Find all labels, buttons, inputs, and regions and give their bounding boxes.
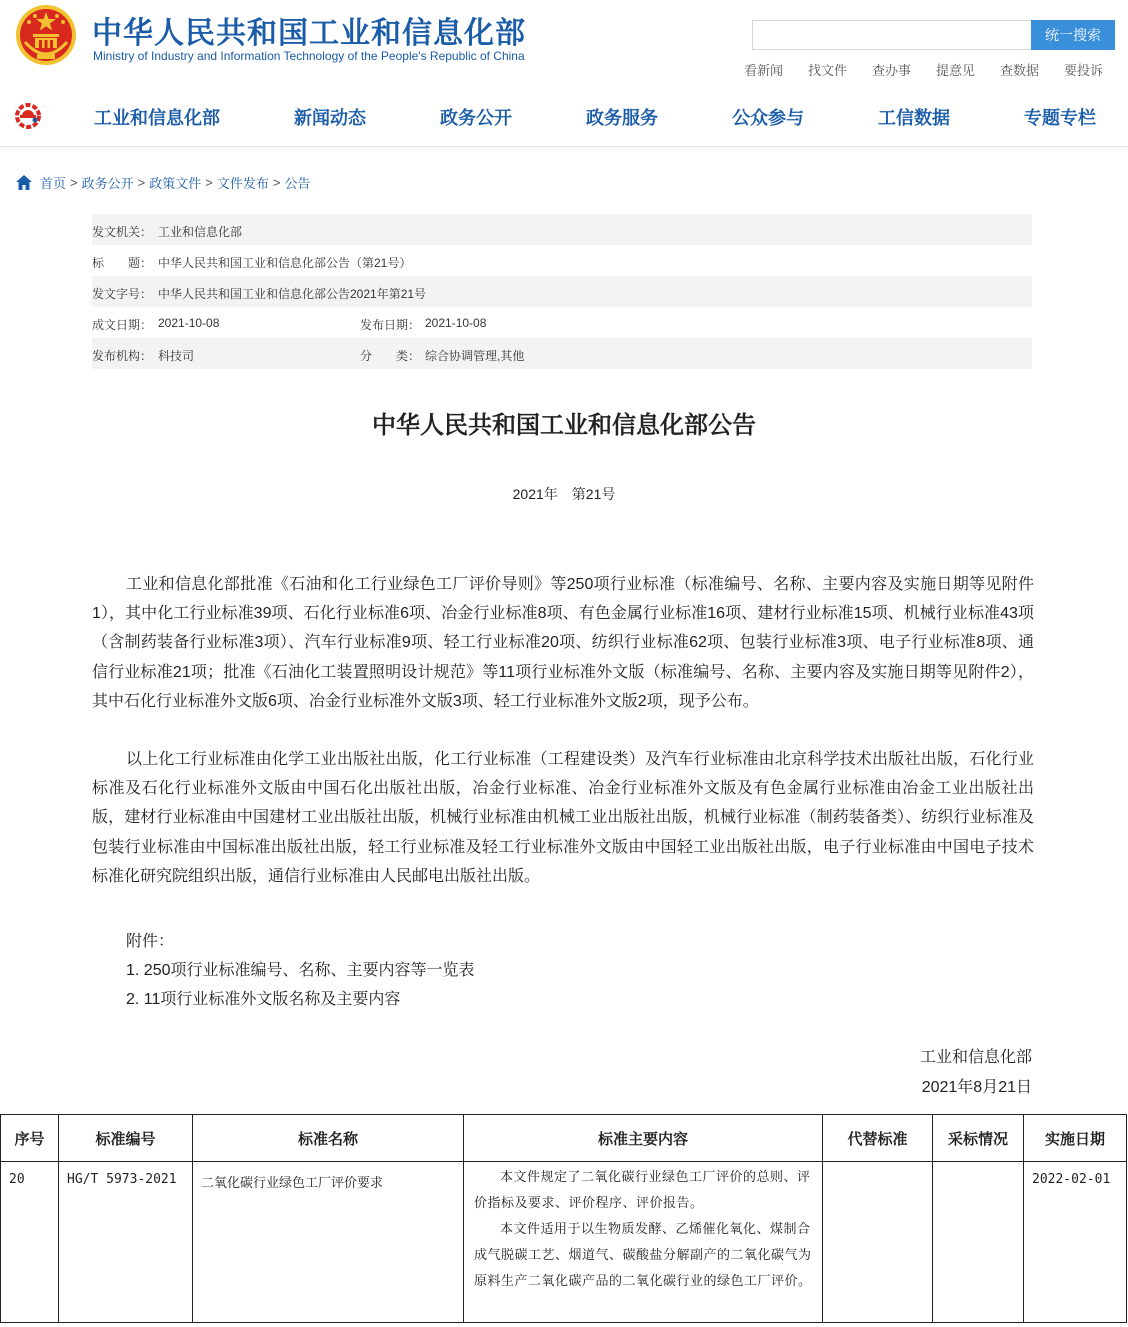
nav-item-public-participation[interactable]: 公众参与 bbox=[732, 108, 804, 128]
cell-content-paragraph-2: 本文件适用于以生物质发酵、乙烯催化氧化、煤制合成气脱碳工艺、烟道气、碳酸盐分解副产的二氧化碳气为原料生产二氧化碳产品的二氧化碳行业的绿色工厂评价。 bbox=[474, 1222, 812, 1289]
document-meta bbox=[92, 214, 1032, 369]
document-title: 中华人民共和国工业和信息化部公告 bbox=[372, 412, 756, 439]
cell-date-text: 2022-02-01 bbox=[1032, 1172, 1111, 1187]
breadcrumb-separator: > bbox=[70, 175, 78, 190]
col-header-date: 实施日期 bbox=[1024, 1115, 1127, 1162]
cell-code-text: HG/T 5973-2021 bbox=[67, 1172, 177, 1187]
standards-table bbox=[0, 1114, 1127, 1323]
col-header-code: 标准编号 bbox=[59, 1115, 193, 1162]
cell-code bbox=[59, 1162, 193, 1323]
breadcrumb bbox=[16, 173, 310, 192]
cell-no bbox=[1, 1162, 59, 1323]
attachment-link-1[interactable]: 1. 250项行业标准编号、名称、主要内容等一览表 bbox=[126, 962, 475, 979]
cell-replaces bbox=[823, 1162, 933, 1323]
meta-category-label: 分 类： bbox=[360, 349, 421, 363]
attachments-label: 附件： bbox=[126, 933, 175, 950]
quick-link-data[interactable]: 查数据 bbox=[1000, 63, 1040, 78]
nav-item-ministry[interactable]: 工业和信息化部 bbox=[94, 108, 220, 128]
cell-name bbox=[193, 1162, 464, 1323]
nav-item-data[interactable]: 工信数据 bbox=[878, 108, 950, 128]
cell-content-wrap bbox=[464, 1162, 822, 1295]
document-paragraph-1: 工业和信息化部批准《石油和化工行业绿色工厂评价导则》等250项行业标准（标准编号、名称、主要内容及实施日期等见附件1），其中化工行业标准39项、石化行业标准6项、冶金行业标准8项、有色金属行业标准16项、建材行业标准15项、机械行业标准43项（含制药装备行业标准3项）、汽车行业标准9项、轻工行业标准20项、纺织行业标准62项、包装行业标准3项、电子行业标准8项、通信行业标准21项；批准《石油化工装置照明设计规范》等11项行业标准外文版（标准编号、名称、主要内容及实施日期等见附件2），其中石化行业标准外文版6项、冶金行业标准外文版3项、轻工行业标准外文版2项，现予公布。 bbox=[92, 576, 1034, 710]
meta-org-label: 发布机构： bbox=[92, 349, 153, 363]
col-header-adoption: 采标情况 bbox=[933, 1115, 1024, 1162]
meta-row-doc-no bbox=[92, 276, 1032, 307]
quick-link-feedback[interactable]: 提意见 bbox=[936, 63, 976, 78]
quick-link-complaint[interactable]: 要投诉 bbox=[1064, 63, 1104, 78]
site-header bbox=[0, 0, 1128, 86]
col-header-name: 标准名称 bbox=[193, 1115, 464, 1162]
meta-publish-date-label: 发布日期： bbox=[360, 318, 421, 332]
breadcrumb-gov-affairs[interactable]: 政务公开 bbox=[81, 176, 134, 191]
col-header-content: 标准主要内容 bbox=[464, 1115, 823, 1162]
cell-no-text: 20 bbox=[9, 1172, 25, 1187]
document-number: 2021年 第21号 bbox=[512, 486, 616, 502]
breadcrumb-home[interactable]: 首页 bbox=[40, 176, 67, 191]
meta-row-org bbox=[92, 338, 1032, 369]
ministry-logo-icon[interactable] bbox=[14, 102, 42, 130]
cell-adoption bbox=[933, 1162, 1024, 1323]
table-header-row bbox=[1, 1115, 1127, 1162]
table-row bbox=[1, 1162, 1127, 1323]
nav-item-gov-services[interactable]: 政务服务 bbox=[586, 108, 658, 128]
site-subtitle: Ministry of Industry and Information Technology of the People's Republic of China bbox=[93, 49, 525, 63]
quick-link-services[interactable]: 查办事 bbox=[872, 63, 912, 78]
main-nav bbox=[0, 86, 1128, 147]
breadcrumb-separator: > bbox=[137, 175, 146, 190]
signer: 工业和信息化部 bbox=[919, 1049, 1032, 1066]
home-icon[interactable] bbox=[16, 175, 32, 190]
meta-row-title bbox=[92, 245, 1032, 276]
breadcrumb-separator: > bbox=[272, 175, 281, 190]
col-header-no: 序号 bbox=[1, 1115, 59, 1162]
col-header-replaces: 代替标准 bbox=[823, 1115, 933, 1162]
meta-doc-no-label: 发文字号： bbox=[92, 287, 153, 301]
meta-publish-date-value: 2021-10-08 bbox=[425, 316, 487, 330]
meta-row-issuer bbox=[92, 214, 1032, 245]
meta-title-label: 标 题： bbox=[92, 256, 153, 270]
national-emblem-icon[interactable] bbox=[15, 4, 77, 66]
meta-doc-no-value: 中华人民共和国工业和信息化部公告2021年第21号 bbox=[158, 287, 427, 301]
meta-row-dates bbox=[92, 307, 1032, 338]
breadcrumb-policy-docs[interactable]: 政策文件 bbox=[149, 176, 202, 191]
meta-title-value: 中华人民共和国工业和信息化部公告（第21号） bbox=[158, 256, 412, 270]
breadcrumb-separator: > bbox=[205, 175, 213, 190]
search-input[interactable] bbox=[752, 20, 1031, 50]
meta-written-date-label: 成文日期： bbox=[92, 318, 153, 332]
cell-content-paragraph-1: 本文件规定了二氧化碳行业绿色工厂评价的总则、评价指标及要求、评价程序、评价报告。 bbox=[474, 1170, 811, 1211]
cell-adoption-text bbox=[933, 1162, 1023, 1172]
breadcrumb-doc-release[interactable]: 文件发布 bbox=[216, 176, 269, 191]
cell-replaces-text bbox=[823, 1162, 932, 1172]
nav-item-gov-affairs[interactable]: 政务公开 bbox=[440, 108, 512, 128]
cell-name-text: 二氧化碳行业绿色工厂评价要求 bbox=[201, 1176, 384, 1191]
meta-written-date-value: 2021-10-08 bbox=[158, 316, 220, 330]
site-title[interactable]: 中华人民共和国工业和信息化部 bbox=[92, 17, 526, 50]
quick-link-news[interactable]: 看新闻 bbox=[744, 63, 784, 78]
nav-item-special-topics[interactable]: 专题专栏 bbox=[1024, 108, 1096, 128]
meta-issuer-value: 工业和信息化部 bbox=[158, 225, 243, 239]
cell-content bbox=[464, 1162, 823, 1323]
meta-issuer-label: 发文机关： bbox=[92, 225, 153, 239]
quick-link-files[interactable]: 找文件 bbox=[808, 63, 848, 78]
meta-category-value: 综合协调管理,其他 bbox=[425, 349, 525, 363]
cell-date bbox=[1024, 1162, 1127, 1323]
breadcrumb-announcement[interactable]: 公告 bbox=[284, 176, 311, 191]
search-button[interactable]: 统一搜索 bbox=[1031, 20, 1115, 50]
attachment-link-2[interactable]: 2. 11项行业标准外文版名称及主要内容 bbox=[126, 991, 401, 1008]
document-paragraph-2: 以上化工行业标准由化学工业出版社出版，化工行业标准（工程建设类）及汽车行业标准由北京科学技术出版社出版，石化行业标准及石化行业标准外文版由中国石化出版社出版，冶金行业标准、冶金行业标准外文版及有色金属行业标准由冶金工业出版社出版，建材行业标准由中国建材工业出版社出版，机械行业标准由机械工业出版社出版，机械行业标准（制药装备类）、纺织行业标准及包装行业标准由中国标准出版社出版，轻工行业标准及轻工行业标准外文版由中国轻工业出版社出版，电子行业标准由中国电子技术标准化研究院组织出版，通信行业标准由人民邮电出版社出版。 bbox=[92, 751, 1034, 885]
meta-org-value: 科技司 bbox=[158, 349, 195, 363]
quick-links bbox=[744, 60, 1128, 79]
nav-item-news[interactable]: 新闻动态 bbox=[294, 108, 366, 128]
sign-date: 2021年8月21日 bbox=[921, 1079, 1032, 1096]
